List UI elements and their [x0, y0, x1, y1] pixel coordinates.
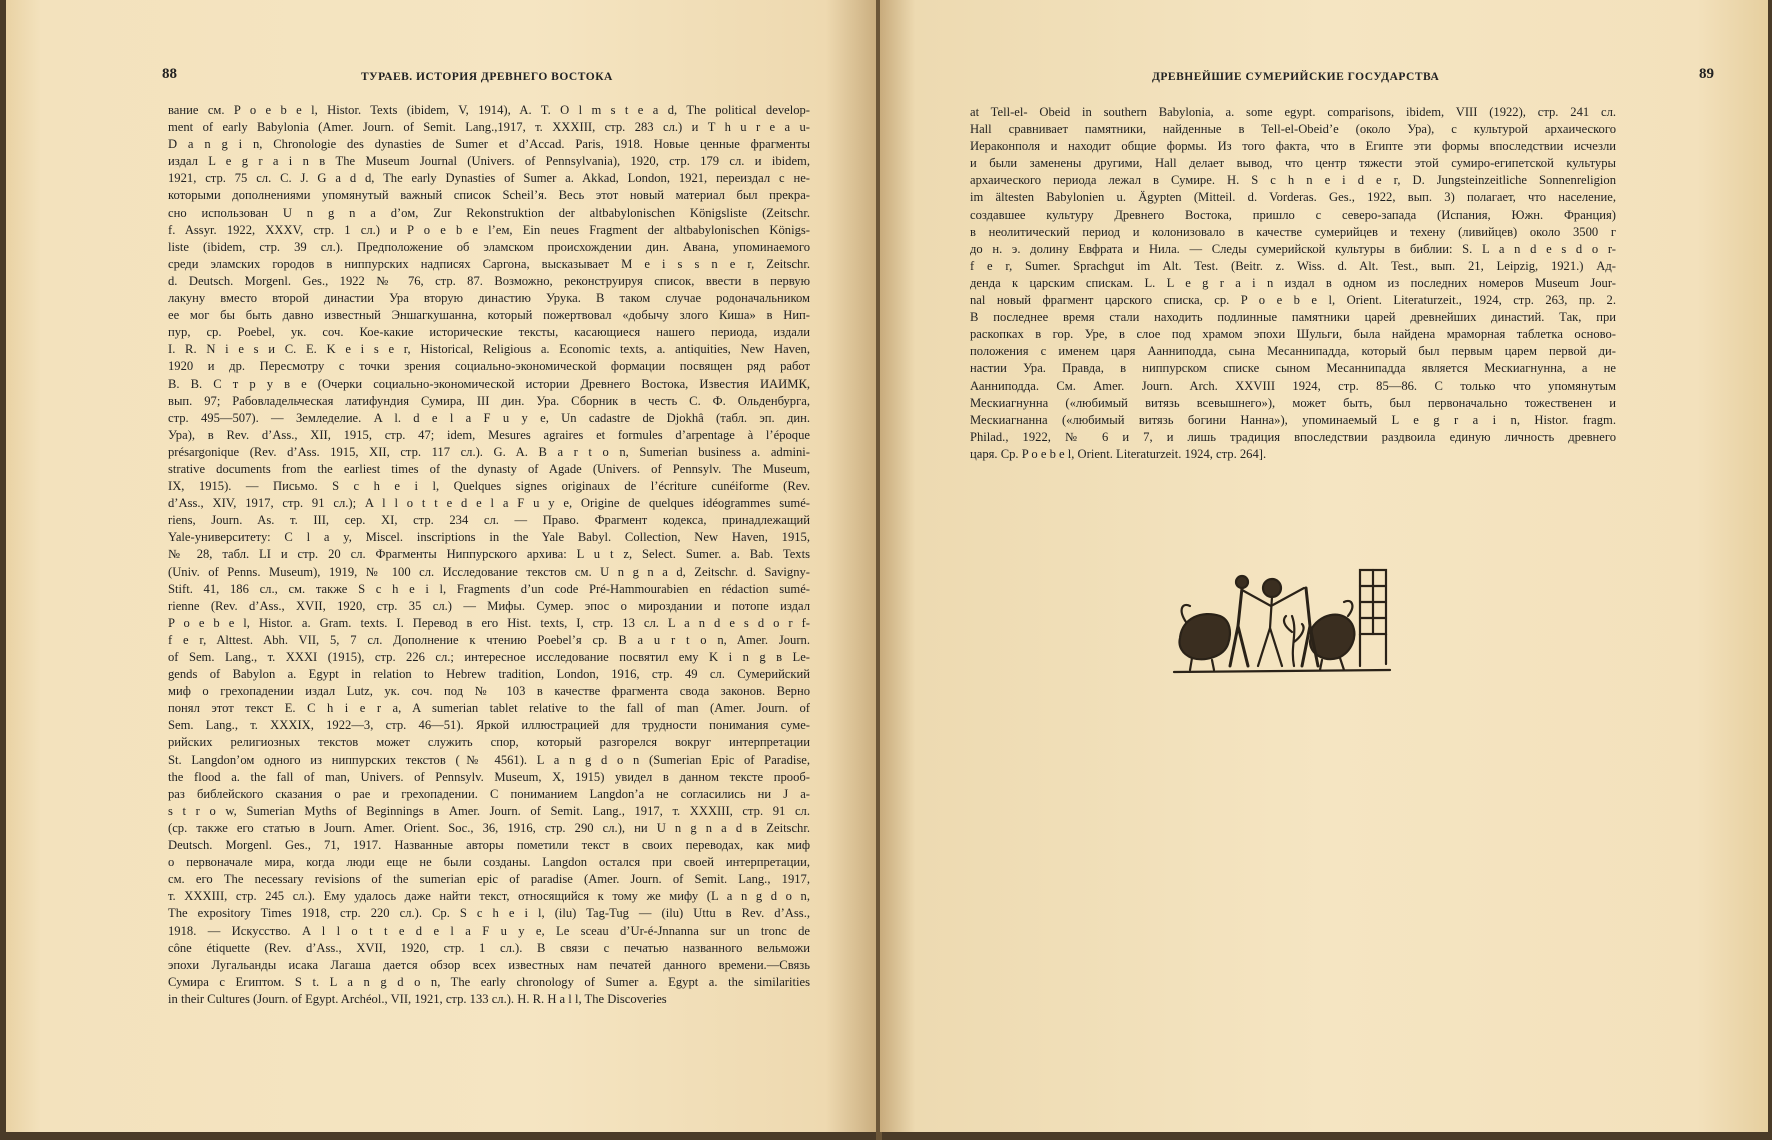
page-body-text — [970, 104, 1616, 463]
text-line: at Tell-el- Obeid in southern Babylonia, a. some egypt. comparisons, ibidem, VIII (1922), стр. 241 сл. — [970, 105, 1616, 119]
text-line: о первоначале мира, когда люди еще не были созданы. Langdon остался при своей интерпретации, — [168, 855, 810, 870]
text-line: s t r o w, Sumerian Myths of Beginnings в Amer. Journ. of Semit. Lang., 1917, т. XXXIII, стр. 91 сл. — [168, 803, 810, 818]
text-line: d. Deutsch. Morgenl. Ges., 1922 № 76, стр. 87. Возможно, реконструируя список, ввести в первую — [168, 273, 810, 288]
cylinder-seal-illustration — [1172, 566, 1392, 678]
text-line: présargonique (Rev. d’Ass. 1915, XII, стр. 117 сл.). G. A. B a r t o n, Sumerian business a. admini- — [168, 444, 810, 459]
text-line: Мескиагнанна («любимый витязь богини Нанна»), упоминаемый L e g r a i n, Histor. fragm. — [970, 412, 1616, 427]
text-line: среди эламских городов в ниппурских надписях Саргона, высказывает M e i s s n e r, Zeitschr. — [168, 256, 810, 271]
text-line: of Sem. Lang., т. XXXI (1915), стр. 226 сл.; интересное исследование посвятил ему K i n g в Le- — [168, 650, 810, 664]
text-line: 1920 и др. Пересмотру с точки зрения социально-экономической формации посвящен ряд работ — [168, 359, 810, 374]
text-line: архаического периода лежал в Сумире. H. S c h n e i d e r, D. Jungsteinzeitliche Sonnenreligion — [970, 173, 1616, 188]
text-line: в неолитический период и колонизовало в качестве сумерийцев и техену (ливийцев) около 3500 г — [970, 224, 1616, 239]
text-line: strative documents from the earliest times of the dynasty of Agade (Univers. of Pennsylv. The Museum, — [168, 461, 810, 476]
text-line: см. его The necessary revisions of the sumerian epic of paradise (Amer. Journ. of Semit. Lang., 1917, — [168, 872, 810, 887]
text-line: денда к царским спискам. L. L e g r a i n издал в одном из последних номеров Museum Jour- — [970, 275, 1616, 290]
text-line: Сумира с Египтом. S t. L a n g d o n, The early chronology of Sumer a. Egypt a. the similarities — [168, 974, 810, 989]
text-line: миф о грехопадении издал Lutz, ук. соч. под № 103 в качестве фрагмента свода законов. Верно — [168, 684, 810, 699]
text-line: Philad., 1922, № 6 и 7, и лишь традиция впоследствии раздвоила единую личность древнего — [970, 429, 1616, 444]
right-page — [880, 0, 1768, 1132]
text-line: im ältesten Babylonien u. Ägypten (Mitteil. d. Vorderas. Ges., 1922, вып. 3) полагает, что население, — [970, 190, 1616, 205]
text-line: т. XXXIII, стр. 245 сл.). Ему удалось даже найти текст, относящийся к тому же мифу (L a n g d o n, — [168, 889, 810, 904]
text-line: Stift. 41, 186 сл., см. также S c h e i l, Fragments d’un code Pré-Hammourabien en rédaction sumé- — [168, 581, 810, 596]
text-line: издал L e g r a i n в The Museum Journal (Univers. of Pennsylvania), 1920, стр. 179 сл. и ibidem, — [168, 154, 810, 169]
text-line: ее мог бы быть давно известный Эншагкушанна, который пожертвовал «добычу злого Киша» в Нип- — [168, 308, 810, 323]
text-line: P o e b e l, Histor. a. Gram. texts. I. Перевод в его Hist. texts, I, стр. 13 сл. L a n d e s d o r f- — [168, 615, 810, 630]
page-body-text — [168, 102, 810, 1008]
running-head-title: ДРЕВНЕЙШИЕ СУМЕРИЙСКИЕ ГОСУДАРСТВА — [1152, 71, 1440, 83]
text-line: Yale-университету: C l a y, Miscel. inscriptions in the Yale Babyl. Collection, New Haven, 1915, — [168, 530, 810, 545]
left-page — [6, 0, 878, 1132]
text-line: до н. э. долину Евфрата и Нила. — Следы сумерийской культуры в библии: S. L a n d e s d o r- — [970, 241, 1616, 256]
text-line: the flood a. the fall of man, Univers. of Pennsylv. Museum, X, 1915) увидел в данном тексте прооб- — [168, 769, 810, 784]
text-line: царя. Ср. P o e b e l, Orient. Literaturzeit. 1924, стр. 264]. — [970, 446, 1267, 461]
text-line: riens, Journ. As. т. III, сер. XI, стр. 234 сл. — Право. Фрагмент кодекса, принадлежащий — [168, 513, 810, 528]
text-line: вып. 97; Рабовладельческая латифундия Сумира, III дин. Ура. Сборник в честь С. Ф. Ольденбурга, — [168, 393, 810, 408]
running-head-title: ТУРАЕВ. ИСТОРИЯ ДРЕВНЕГО ВОСТОКА — [361, 71, 613, 83]
text-line: f e r, Alttest. Abh. VII, 5, 7 сл. Дополнение к чтению Poebel’я ср. B a u r t o n, Amer. Journ. — [168, 632, 810, 647]
text-line: № 28, табл. LI и стр. 20 сл. Фрагменты Ниппурского архива: L u t z, Select. Sumer. a. Bab. Texts — [168, 547, 810, 562]
page-number: 89 — [1699, 66, 1714, 82]
text-line: d’Ass., XIV, 1917, стр. 91 сл.); A l l o t t e d e l a F u y e, Origine de quelques idéogrammes sumé- — [168, 496, 810, 511]
text-line: и были заменены другими, Hall делает вывод, что центр тяжести этой сумиро-египетской культуры — [970, 156, 1616, 171]
text-line: Иераконполя и находит общие формы. Из того факта, что в Египте эти формы впоследствии исчезли — [970, 139, 1616, 154]
text-line: создавшее культуру Древнего Востока, пришло с северо-запада (Испания, Южн. Франция) — [970, 207, 1616, 222]
text-line: положения с именем царя Аанниподда, сына Месаннипадда, который был первым царем первой ди- — [970, 344, 1616, 359]
running-head — [880, 62, 1768, 86]
page-number: 88 — [162, 66, 177, 82]
running-head — [6, 62, 878, 86]
text-line: Мескиагнунна («любимый витязь всевышнего»), может быть, был первоначально тожественен и — [970, 395, 1616, 410]
text-line: пур, ср. Poebel, ук. соч. Кое-какие исторические тексты, касающиеся нашего периода, издали — [168, 325, 810, 340]
text-line: The expository Times 1918, стр. 220 сл.). Ср. S c h e i l, (ilu) Tag-Tug — (ilu) Uttu в Rev. d’Ass., — [168, 906, 810, 921]
text-line: В последнее время стали находить подлинные памятники царей древнейших династий. Так, при — [970, 310, 1616, 325]
text-line: которыми дополнениями упомянутый важный список Scheil’я. Весь этот новый материал был прекра- — [168, 188, 810, 203]
text-line: раз библейского сказания о рае и грехопадении. С пониманием Langdon’а не согласились ни J a- — [168, 786, 810, 801]
text-line: Аанниподда. См. Amer. Journ. Arch. XXVIII 1924, стр. 85—86. С только что упомянутым — [970, 378, 1616, 393]
text-line: раскопках в гор. Уре, в слое под храмом эпохи Шульги, была найдена мраморная таблетка осново- — [970, 327, 1616, 342]
text-line: вание см. P o e b e l, Histor. Texts (ibidem, V, 1914), A. T. O l m s t e a d, The political develop- — [168, 103, 810, 117]
text-line: I. R. N i e s и C. E. K e i s e r, Historical, Religious a. Economic texts, a. antiquities, New Haven, — [168, 342, 810, 357]
text-line: (ср. также его статью в Journ. Amer. Orient. Soc., 36, 1916, стр. 290 сл.), ни U n g n a d в Zeitschr. — [168, 820, 810, 835]
text-line: Hall сравнивает памятники, найденные в Tell-el-Obeid’e (около Ура), с культурой архаического — [970, 122, 1616, 137]
text-line: 1921, стр. 75 сл. C. J. G a d d, The early Dynasties of Sumer a. Akkad, London, 1921, переиздал с не- — [168, 171, 810, 186]
text-line: 1918. — Искусство. A l l o t t e d e l a F u y e, Le sceau d’Ur-é-Jnnanna sur un tronc de — [168, 923, 810, 938]
text-line: настии Ура. Правда, в ниппурском списке сыном Месаннипадда является Мескиагнунна, а не — [970, 361, 1616, 376]
text-line: понял этот текст E. C h i e r a, A sumerian tablet relative to the fall of man (Amer. Journ. of — [168, 701, 810, 716]
text-line: лакуну вместо второй династии Ура вторую династию Урука. В таком случае родоначальником — [168, 291, 810, 306]
text-line: St. Langdon’ом одного из ниппурских текстов (№ 4561). L a n g d o n (Sumerian Epic of Paradise, — [168, 752, 810, 767]
text-line: in their Cultures (Journ. of Egypt. Archéol., VII, 1921, стр. 133 сл.). H. R. H a l l, The Discoveries — [168, 991, 667, 1006]
text-line: nal новый фрагмент царского списка, ср. P o e b e l, Orient. Literaturzeit., 1924, стр. 263, пр. 2. — [970, 293, 1616, 308]
text-line: cône étiquette (Rev. d’Ass., XVII, 1920, стр. 1 сл.). В связи с печатью названного вельможи — [168, 940, 810, 955]
text-line: rienne (Rev. d’Ass., XVII, 1920, стр. 35 сл.) — Мифы. Сумер. эпос о мироздании и потопе издал — [168, 598, 810, 613]
text-line: (Univ. of Penns. Museum), 1919, № 100 сл. Исследование текстов см. U n g n a d, Zeitschr. d. Savigny- — [168, 564, 810, 579]
text-line: liste (ibidem, стр. 39 сл.). Предположение об эламском происхождении дин. Авана, упоминаемого — [168, 239, 810, 254]
text-line: ment of early Babylonia (Amer. Journ. of Semit. Lang.,1917, т. XXXIII, стр. 283 сл.) и T h u r e a u- — [168, 120, 810, 135]
text-line: IX, 1915). — Письмо. S c h e i l, Quelques signes originaux de l’écriture cunéiforme (Rev. — [168, 479, 810, 494]
text-line: Sem. Lang., т. XXXIX, 1922—3, стр. 46—51). Яркой иллюстрацией для трудности понимания суме- — [168, 718, 810, 733]
text-line: В. В. С т р у в е (Очерки социально-экономической истории Древнего Востока, Известия ИАИМК, — [168, 376, 810, 391]
text-line: стр. 495—507). — Земледелие. A l. d e l a F u y e, Un cadastre de Djokhâ (табл. эп. дин. — [168, 410, 810, 425]
text-line: эпохи Лугальанды исака Лагаша дается обзор всех известных нам печатей данного времени.—Связь — [168, 957, 810, 972]
text-line: f e r, Sumer. Sprachgut im Alt. Test. (Beitr. z. Wiss. d. Alt. Test., вып. 21, Leipzig, 1921.) Ад- — [970, 258, 1616, 273]
text-line: сно использован U n g n a d’ом, Zur Rekonstruktion der altbabylonischen Königsliste (Zeitschr. — [168, 205, 810, 220]
text-line: Deutsch. Morgenl. Ges., 71, 1917. Названные авторы пометили текст в своих переводах, как миф — [168, 838, 810, 853]
text-line: Ура), в Rev. d’Ass., XII, 1915, стр. 47; idem, Mesures agraires et formules d’arpentage à l’époque — [168, 427, 810, 442]
text-line: gends of Babylon a. Egypt in relation to Hebrew tradition, London, 1916, стр. 49 сл. Сумерийский — [168, 667, 810, 682]
text-line: f. Assyr. 1922, XXXV, стр. 1 сл.) и P o e b e l’ем, Ein neues Fragment der altbabylonischen Königs- — [168, 222, 810, 237]
text-line: D a n g i n, Chronologie des dynasties de Sumer et d’Accad. Paris, 1918. Новые ценные фрагменты — [168, 137, 810, 152]
text-line: рийских религиозных текстов может служить спор, который разгорелся вокруг интерпретации — [168, 735, 810, 750]
